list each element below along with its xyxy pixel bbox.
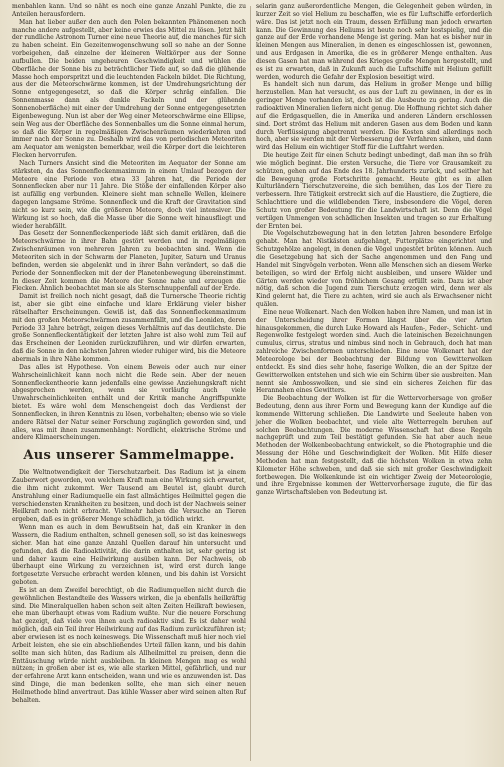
paragraph: Die heutige Zeit für einen Schutz bedingt unbedingt, daß man ihn so früh wie möglich beginnt. Die ersten Versuche, die Tiere vor Grausamkeit zu schützen, gehen auf das Ende des 18. Jahrhunderts zurück, und seither hat die Bewegung große Fortschritte gemacht. Heute gibt es in allen Kulturländern Tierschutzvereine, die sich bemühen, das Los der Tiere zu verbessern. Ihre Tätigkeit erstreckt sich auf die Haustiere, die Zugtiere, die Schlachttiere und die wildlebenden Tiere, insbesondere die Vögel, deren Schutz von großer Bedeutung für die Landwirtschaft ist. Denn die Vögel vertilgen Unmengen von schädlichen Insekten und tragen so zur Erhaltung der Ernten bei. [256, 152, 492, 230]
paragraph: Man hat lieber außer den auch den Polen bekannten Phänomenen noch manche andere aufgestellt, aber keine erwies das Mittel zu lösen. Jetzt hält der rundliche Astronom Turner eine neue Theorie auf, die manches für sich zu haben scheint. Ein Gezeitenwogenschwung soll so nahe an der Sonne vorbeigehen, daß einzelne der kleineren Weltkörper aus der Sonne aufbullen. Die beiden ungeheuren Geschwindigkeit und wühlen die Oberfläche der Sonne bis zu beträchtlicher Tiefe auf, so daß die glühende Masse hoch emporspritzt und die leuchtenden Fackeln bildet. Die Richtung, aus der die Meteorschwärme kommen, ist der Umdrehungsrichtung der Sonne entgegengesetzt, so daß die Körper schräg einfallen. Die Sonnenmasse dann als dunkle Fackeln und der glühende Sonnenoberfläche) mit einer der Umdrehung der Sonne entgegengesetzten Eigenbewegung. Nun ist aber der Weg einer Meteorschwärme eine Ellipse, sein Weg aus der Oberfläche des Sonnenballes um die Sonne einmal herum, so daß die Körper in regelmäßigen Zwischenräumen wiederkehren und immer nach der Sonne zu. Deshalb wird das von periodischen Meteoriten am Aequator am wenigsten bemerkbar, weil die Körper dort die leichteren Flecken hervorrufen. [12, 18, 246, 160]
paragraph: Die Vogelschutzbewegung hat in den letzten Jahren besondere Erfolge gehabt. Man hat Nistkästen aufgehängt, Futterplätze eingerichtet und Schutzgehölze angelegt, in denen die Vögel ungestört brüten können. Auch die Gesetzgebung hat sich der Sache angenommen und den Fang und Handel mit Singvögeln verboten. Wenn alle Menschen sich an diesem Werke beteiligen, so wird der Erfolg nicht ausbleiben, und unsere Wälder und Gärten werden wieder von fröhlichem Gesang erfüllt sein. Dazu ist aber nötig, daß schon die Jugend zum Tierschutz erzogen wird, denn wer als Kind gelernt hat, die Tiere zu achten, wird sie auch als Erwachsener nicht quälen. [256, 230, 492, 309]
column-divider [250, 6, 251, 761]
right-column [256, 3, 492, 497]
paragraph: Es ist an dem Zweifel berechtigt, ob die Radiumquellen nicht durch die gewöhnlichen Bestandteile des Wassers wirken, die ja ebenfalls heilkräftig sind. Die Mineralquellen haben schon seit alten Zeiten Heilkraft bewiesen, ehe man überhaupt etwas vom Radium wußte. Nur die neuere Forschung hat gezeigt, daß viele von ihnen auch radioaktiv sind. Es ist daher wohl möglich, daß ein Teil ihrer Heilwirkung auf das Radium zurückzuführen ist; aber erwiesen ist es noch keineswegs. Die Wissenschaft muß hier noch viel Arbeit leisten, ehe sie ein abschließendes Urteil fällen kann, und bis dahin sollte man sich hüten, das Radium als Allheilmittel zu preisen, denn die Enttäuschung würde nicht ausbleiben. In kleinen Mengen mag es wohl nützen; in großen aber ist es, wie alle starken Mittel, gefährlich, und nur der erfahrene Arzt kann entscheiden, wann und wie es anzuwenden ist. Das sind Dinge, die man bedenken sollte, ehe man sich einer neuen Heilmethode blind anvertraut. Das kühle Wasser aber wird seinen alten Ruf behalten. [12, 586, 246, 704]
paragraph: menbahlen kann. Und so näht es noch eine ganze Anzahl Punkte, die zu Anteilen herausfordern. [12, 3, 246, 18]
paragraph: Eine neue Wolkenart. Nach den Wolken haben ihre Namen, und man ist in der Unterscheidung ihrer Formen längst über die vier Arten hinausgekommen, die durch Luke Howard als Haufen-, Feder-, Schicht- und Regenwolke festgelegt worden sind. Auch die lateinischen Bezeichnungen cumulus, cirrus, stratus und nimbus sind noch in Gebrauch, doch hat man zahlreiche Zwischenformen unterschieden. Eine neue Wolkenart hat der Meteorologe bei der Beobachtung der Bildung von Gewitterwolken entdeckt. Es sind dies sehr hohe, faserige Wolken, die an der Spitze der Gewitterwolken entstehen und sich wie ein Schirm über sie ausbreiten. Man nennt sie Ambosswolken, und sie sind ein sicheres Zeichen für das Herannahen eines Gewitters. [256, 308, 492, 395]
paragraph: Die Beobachtung der Wolken ist für die Wettervorhersage von großer Bedeutung, denn aus ihrer Form und Bewegung kann der Kundige auf die kommende Witterung schließen. Die Landwirte und Seeleute haben von jeher die Wolken beobachtet, und viele alte Wetterregeln beruhen auf solchen Beobachtungen. Die moderne Wissenschaft hat diese Regeln nachgeprüft und zum Teil bestätigt gefunden. Sie hat aber auch neue Methoden der Wolkenbeobachtung entwickelt, so die Photographie und die Messung der Höhe und Geschwindigkeit der Wolken. Mit Hilfe dieser Methoden hat man festgestellt, daß die höchsten Wolken in etwa zehn Kilometer Höhe schweben, und daß sie sich mit großer Geschwindigkeit fortbewegen. Die Wolkenkunde ist ein wichtiger Zweig der Meteorologie, und ihre Ergebnisse kommen der Wettervorhersage zugute, die für das ganze Wirtschaftsleben von Bedeutung ist. [256, 395, 492, 497]
paragraph: Nach Turners Ansicht sind die Meteoriten im Aequator der Sonne am stärksten, da das Sonnenfleckenmaximum in einem Umlauf bezogen der Meteore eine Periode von etwa 33 Jahren hat, die Periode der Sonnenflecken aber nur 11 Jahre. Die Stöße der einfallenden Körper also ist aufällig eng verbunden. Kleinere sieht man schnelle Wellen, kleinere dagegen langsame Ströme. Sonnenfleck und die Kraft der Gravitation sind nicht so kurz sein, wie die größeren Meteore, doch viel intensiver. Die Wirkung ist so hoch, daß die Masse über die Sonne weit hinausfliegt und wieder herabfällt. [12, 159, 246, 230]
section-heading: Aus unserer Sammelmappe. [23, 448, 235, 464]
paragraph: Wenn man es auch in dem Bewußtsein hat, daß ein Kranker in den Wassern, die Radium enthalten, schnell genesen soll, so ist das keineswegs sicher. Man hat eine ganze Anzahl Quellen darauf hin untersucht und gefunden, daß die Radioaktivität, die darin enthalten ist, sehr gering ist und daher kaum eine Heilwirkung ausüben kann. Der Nachweis, ob überhaupt eine Wirkung zu verzeichnen ist, wird erst durch lange fortgesetzte Versuche erbracht werden können, und bis dahin ist Vorsicht geboten. [12, 524, 246, 587]
paragraph: Das Gesetz der Sonnenfleckenperiode läßt sich damit erklären, daß die Meteorschwärme in ihrer Bahn gestört werden und in regelmäßigen Zwischenräumen von mehreren Jahren zu beobachten sind. Wenn die Meteoriten sich in der Schwarm der Planeten, Jupiter, Saturn und Uranus befinden, werden sie abgelenkt und in ihrer Bahn verändert, so daß die Periode der Sonnenflecken mit der der Planetenbewegung übereinstimmt. In dieser Zeit kommen die Meteore der Sonne nahe und erzeugen die Flecken. Ähnlich beobachtet man sie als Sternschnuppenfall auf der Erde. [12, 230, 246, 293]
paragraph: Damit ist freilich noch nicht gesagt, daß die Turnersche Theorie richtig ist, aber sie gibt eine einfache und klare Erklärung vieler bisher rätselhafter Erscheinungen. Gewiß ist, daß das Sonnenfleckenmaximum mit den großen Meteorschwärmen zusammenfällt, und die Leoniden, deren Periode 33 Jahre beträgt, zeigen dieses Verhältnis auf das deutlichste. Die große Sonnenfleckentätigkeit der letzten Jahre ist also wohl zum Teil auf das Erscheinen der Leoniden zurückzuführen, und wir dürfen erwarten, daß die Sonne in den nächsten Jahren wieder ruhiger wird, bis die Meteore abermals in ihre Nähe kommen. [12, 293, 246, 363]
paragraph: Die Weltnotwendigkeit der Tierschutzarbeit. Das Radium ist ja einem Zauberwort geworden, von welchem Kraft man eine Wirkung sich erwartet, die ihm nicht zukommt. Wer Tausend am Beutel ist, glaubt durch Anstrahlung einer Radiumquelle ein fast allmächtiges Heilmittel gegen die verschiedensten Krankheiten zu besitzen, und doch ist der Nachweis seiner Heilkraft noch nicht erbracht. Vielmehr haben die Versuche an Tieren ergeben, daß es in größerer Menge schädlich, ja tödlich wirkt. [12, 469, 246, 524]
paragraph: selarin ganz außerordentliche Mengen, die Gelegenheit geben würden, in kurzer Zeit so viel Helium zu beschaffen, wie es für Luftschiffe erforderlich wäre. Das ist jetzt noch ein Traum, dessen Erfüllung man jedoch erwarten kann. Die Gewinnung des Heliums ist heute noch sehr kostspielig, und die ganze auf der Erde vorhandene Menge ist gering. Man hat es bisher nur in kleinen Mengen aus Mineralien, in denen es eingeschlossen ist, gewonnen, und aus Erdgasen in Amerika, die es in größerer Menge enthalten. Aus diesen Gasen hat man während des Krieges große Mengen hergestellt, und es ist zu erwarten, daß in Zukunft auch die Luftschiffe mit Helium gefüllt werden, wodurch die Gefahr der Explosion beseitigt wird. [256, 3, 492, 81]
paragraph: Es handelt sich nun darum, das Helium in großer Menge und billig herzustellen. Man hat versucht, es aus der Luft zu gewinnen, in der es in geringer Menge vorhanden ist, doch ist die Ausbeute zu gering. Auch die radioaktiven Mineralien liefern nicht genug. Die Hoffnung richtet sich daher auf die Erdgasquellen, die in Amerika und anderen Ländern erschlossen sind. Dort strömt das Helium mit anderen Gasen aus dem Boden und kann durch Verflüssigung abgetrennt werden. Die Kosten sind allerdings noch hoch, aber sie werden mit der Verbesserung der Verfahren sinken, und dann wird das Helium ein wichtiger Stoff für die Luftfahrt werden. [256, 81, 492, 152]
left-column [12, 3, 246, 705]
paragraph: Das alles ist Hypothese. Von einem Beweis oder auch nur einer Wahrscheinlichkeit kann noch nicht die Rede sein. Aber der neuen Sonnenfleckentheorie kann jedenfalls eine gewisse Anziehungskraft nicht abgesprochen werden, wenn sie vorläufig auch viele Unwahrscheinlichkeiten enthält und der Kritik manche Angriffspunkte bietet. Es wäre wohl dem Menschengeist doch das Verdienst der Sonnenflecken, in ihren Kenntnis zu lösen, vorbehalten; ebenso wie so viele andere Rätsel der Natur seiner Forschung zugänglich geworden sind, und alles, was mit ihnen zusammenhängt: Nordlicht, elektrische Ströme und andere Klimaerscheinungen. [12, 363, 246, 442]
